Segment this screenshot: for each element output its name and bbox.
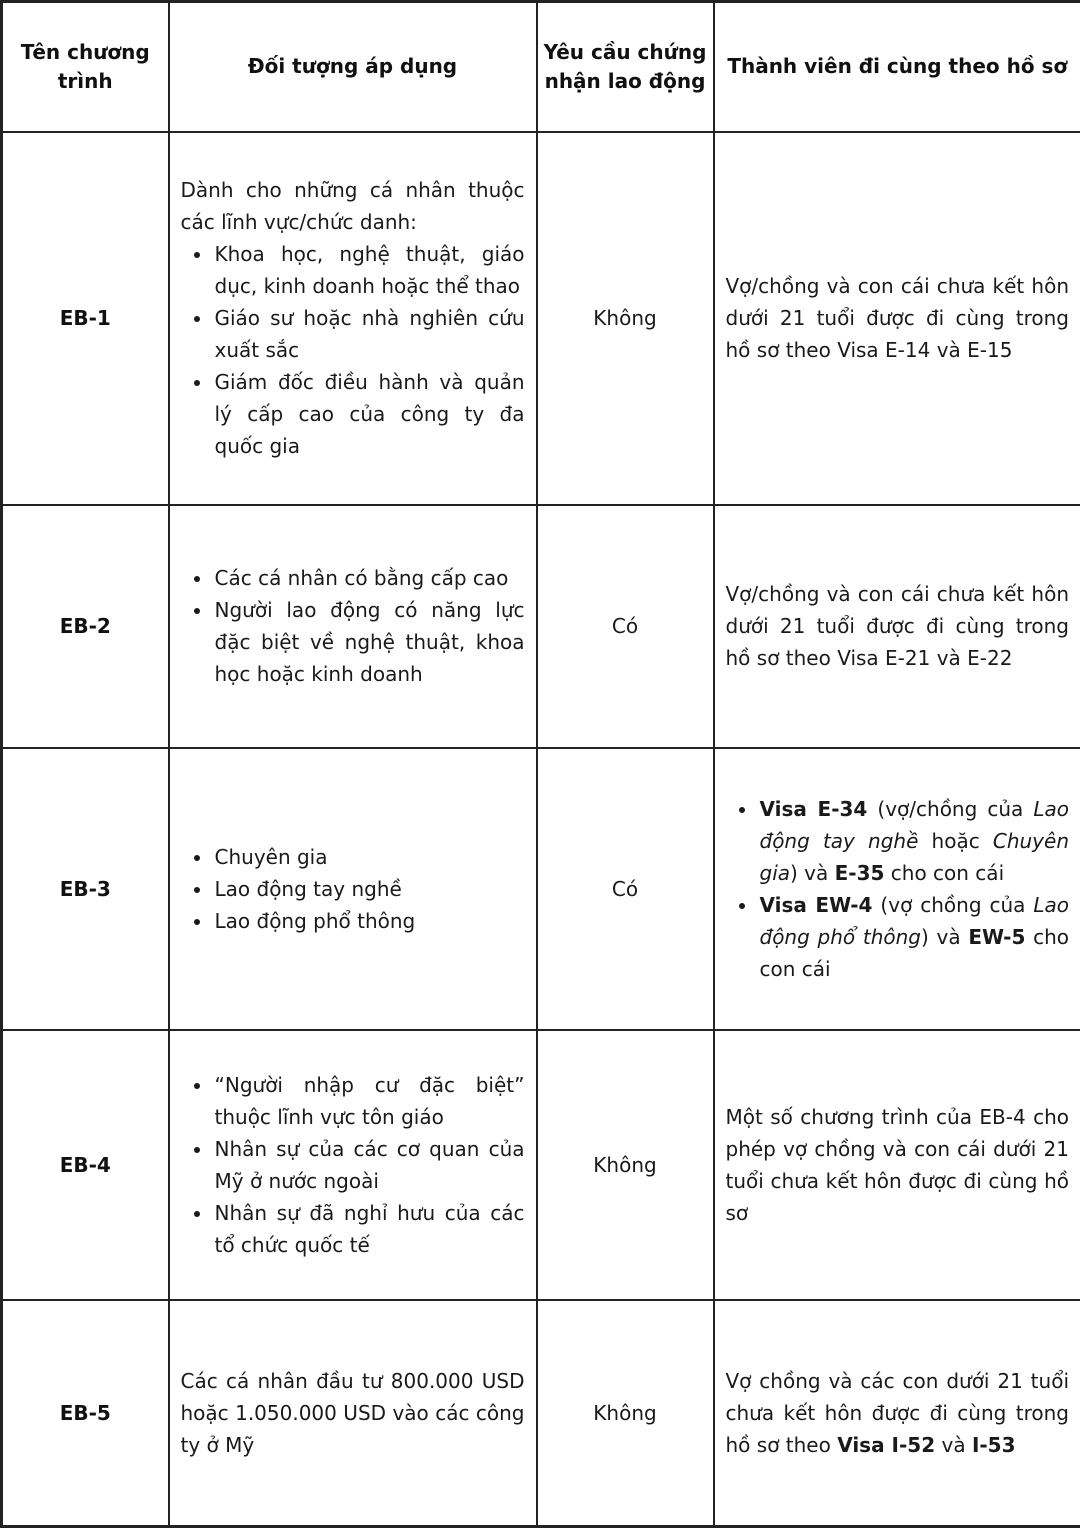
- visa-code-bold-text: Visa E-34: [759, 797, 868, 822]
- text-segment: Một số chương trình của EB-4 cho phép vợ chồng và con cái dưới 21 tuổi chưa kết hôn được đi cùng hồ sơ: [725, 1105, 1069, 1226]
- text-segment: Vợ/chồng và con cái chưa kết hôn dưới 21 tuổi được đi cùng trong hồ sơ theo Visa E-21 và E-22: [725, 582, 1069, 671]
- eligibility-eb-4-item: [213, 1069, 525, 1133]
- eligibility-eb-4-item: [213, 1133, 525, 1197]
- text-segment: “Người nhập cư đặc biệt” thuộc lĩnh vực tôn giáo: [214, 1073, 525, 1130]
- header-row: [2, 2, 1080, 132]
- header-eligibility: Đối tượng áp dụng: [169, 2, 537, 132]
- family-cell-eb-4: [714, 1030, 1080, 1300]
- family-cell-eb-5: [714, 1300, 1080, 1526]
- visa-code-bold-text: I-53: [971, 1433, 1016, 1458]
- header-program-name: Tên chương trình: [2, 2, 169, 132]
- text-segment: cho con cái: [884, 861, 1005, 886]
- text-segment: Người lao động có năng lực đặc biệt về nghệ thuật, khoa học hoặc kinh doanh: [214, 598, 525, 687]
- family-eb-3-list: [726, 793, 1070, 985]
- labor-certification-eb-3: Có: [537, 748, 714, 1030]
- eligibility-eb-1-list: [181, 238, 525, 462]
- eligibility-cell-eb-4: [169, 1030, 537, 1300]
- program-name-eb-4: EB-4: [2, 1030, 169, 1300]
- program-name-eb-5: EB-5: [2, 1300, 169, 1526]
- text-segment: Dành cho những cá nhân thuộc các lĩnh vực/chức danh:: [180, 178, 525, 235]
- text-segment: và: [935, 1433, 972, 1458]
- emphasis-text: Lao động tay nghề: [759, 797, 1069, 854]
- eligibility-eb-1-item: [213, 302, 525, 366]
- text-segment: Lao động tay nghề: [214, 877, 402, 902]
- family-cell-eb-1: [714, 132, 1080, 505]
- eligibility-eb-3-item: [213, 873, 525, 905]
- eligibility-cell-eb-3: [169, 748, 537, 1030]
- program-name-eb-3: EB-3: [2, 748, 169, 1030]
- text-segment: Vợ/chồng và con cái chưa kết hôn dưới 21 tuổi được đi cùng trong hồ sơ theo Visa E-14 và E-15: [725, 274, 1069, 363]
- visa-code-bold-text: Visa EW-4: [759, 893, 873, 918]
- emphasis-text: Chuyên gia: [759, 829, 1069, 886]
- labor-certification-eb-2: Có: [537, 505, 714, 748]
- text-segment: Chuyên gia: [214, 845, 328, 870]
- family-cell-eb-2: [714, 505, 1080, 748]
- text-segment: ) và: [790, 861, 835, 886]
- family-cell-eb-3: [714, 748, 1080, 1030]
- table-body: [2, 132, 1080, 1527]
- table-header: [2, 2, 1080, 132]
- family-eb-4-paragraph: [726, 1101, 1070, 1229]
- text-segment: Nhân sự đã nghỉ hưu của các tổ chức quốc tế: [214, 1201, 525, 1258]
- program-name-eb-2: EB-2: [2, 505, 169, 748]
- text-segment: Giám đốc điều hành và quản lý cấp cao của công ty đa quốc gia: [214, 370, 525, 459]
- eligibility-cell-eb-5: [169, 1300, 537, 1526]
- eligibility-cell-eb-1: [169, 132, 537, 505]
- text-segment: Lao động phổ thông: [214, 909, 416, 934]
- eligibility-cell-eb-2: [169, 505, 537, 748]
- text-segment: Nhân sự của các cơ quan của Mỹ ở nước ngoài: [214, 1137, 525, 1194]
- family-eb-2-paragraph: [726, 578, 1070, 674]
- text-segment: Giáo sư hoặc nhà nghiên cứu xuất sắc: [214, 306, 525, 363]
- visa-code-bold-text: E-35: [834, 861, 885, 886]
- table-row-eb-5: [2, 1300, 1080, 1526]
- family-eb-1-paragraph: [726, 270, 1070, 366]
- text-segment: ) và: [920, 925, 969, 950]
- table-row-eb-2: [2, 505, 1080, 748]
- eligibility-eb-3-item: [213, 905, 525, 937]
- header-labor-certification: Yêu cầu chứng nhận lao động: [537, 2, 714, 132]
- labor-certification-eb-4: Không: [537, 1030, 714, 1300]
- text-segment: Vợ chồng và các con dưới 21 tuổi chưa kết hôn được đi cùng trong hồ sơ theo: [725, 1369, 1069, 1458]
- eligibility-eb-5-paragraph: [181, 1365, 525, 1461]
- labor-certification-eb-1: Không: [537, 132, 714, 505]
- eligibility-eb-3-list: [181, 841, 525, 937]
- header-accompanying-members: Thành viên đi cùng theo hồ sơ: [714, 2, 1080, 132]
- eligibility-eb-3-item: [213, 841, 525, 873]
- table-row-eb-4: [2, 1030, 1080, 1300]
- eligibility-eb-1-paragraph: [181, 174, 525, 238]
- eligibility-eb-4-item: [213, 1197, 525, 1261]
- text-segment: Các cá nhân đầu tư 800.000 USD hoặc 1.050.000 USD vào các công ty ở Mỹ: [180, 1369, 525, 1458]
- emphasis-text: Lao động phổ thông: [759, 893, 1069, 950]
- eligibility-eb-1-item: [213, 238, 525, 302]
- text-segment: Khoa học, nghệ thuật, giáo dục, kinh doanh hoặc thể thao: [214, 242, 525, 299]
- eligibility-eb-4-list: [181, 1069, 525, 1261]
- text-segment: (vợ chồng của: [872, 893, 1034, 918]
- visa-code-bold-text: Visa I-52: [837, 1433, 936, 1458]
- table-row-eb-1: [2, 132, 1080, 505]
- family-eb-3-item: [758, 793, 1070, 889]
- text-segment: Các cá nhân có bằng cấp cao: [214, 566, 509, 591]
- text-segment: cho con cái: [759, 925, 1070, 982]
- eligibility-eb-2-item: [213, 562, 525, 594]
- program-name-eb-1: EB-1: [2, 132, 169, 505]
- eligibility-eb-2-item: [213, 594, 525, 690]
- family-eb-5-paragraph: [726, 1365, 1070, 1461]
- table-row-eb-3: [2, 748, 1080, 1030]
- visa-code-bold-text: EW-5: [968, 925, 1026, 950]
- family-eb-3-item: [758, 889, 1070, 985]
- eligibility-eb-1-item: [213, 366, 525, 462]
- labor-certification-eb-5: Không: [537, 1300, 714, 1526]
- text-segment: (vợ/chồng của: [867, 797, 1034, 822]
- eligibility-eb-2-list: [181, 562, 525, 690]
- text-segment: hoặc: [918, 829, 993, 854]
